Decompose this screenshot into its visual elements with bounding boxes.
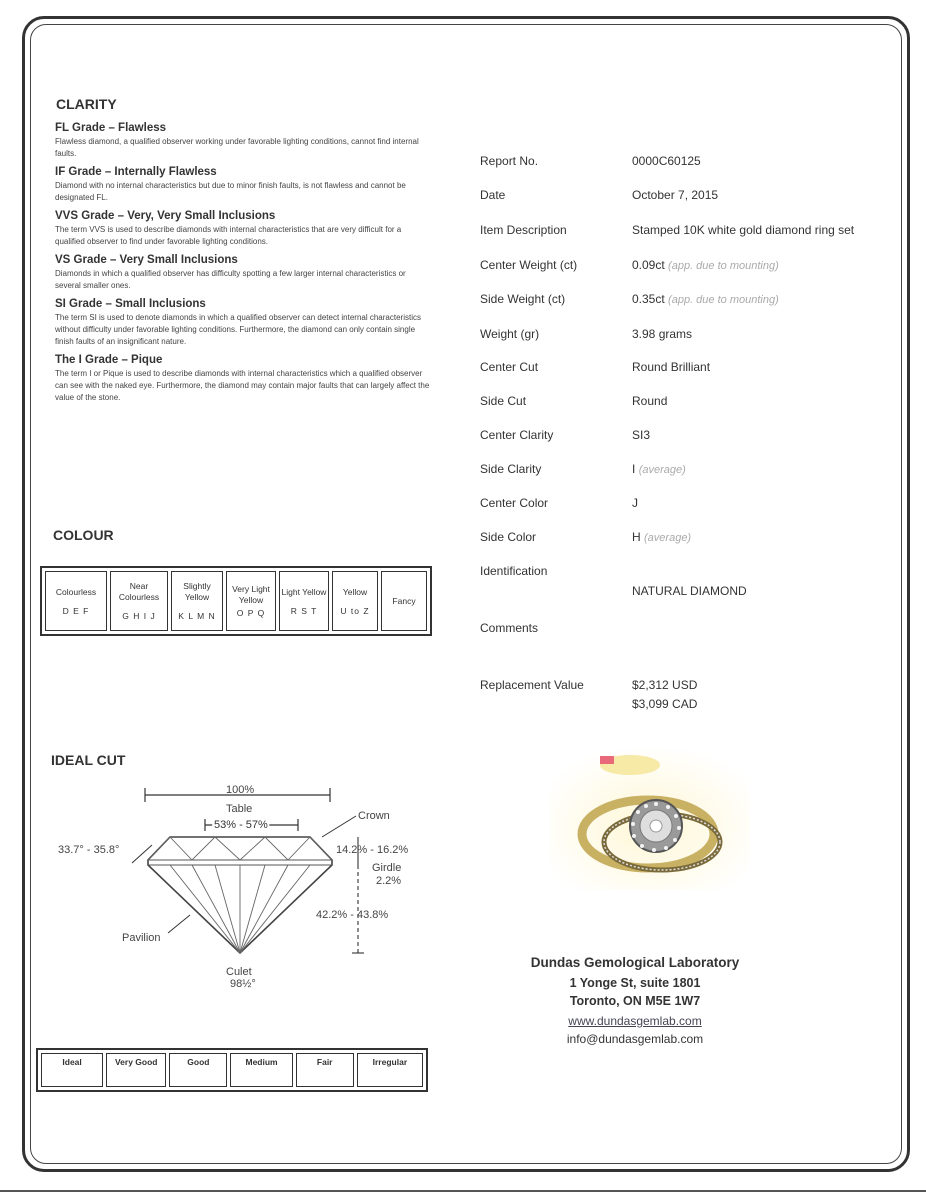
value-text: SI3	[632, 428, 651, 442]
report-row-label: Weight (gr)	[480, 327, 540, 341]
total-width-label: 100%	[226, 784, 255, 796]
culet-label: Culet	[226, 966, 252, 978]
identification-label: Identification	[480, 564, 548, 578]
pavilion-facets	[170, 865, 310, 953]
lab-name: Dundas Gemological Laboratory	[530, 955, 740, 970]
lab-email[interactable]: info@dundasgemlab.com	[566, 1032, 704, 1046]
report-row-label: Item Description	[480, 223, 567, 237]
grade-desc-vvs: The term VVS is used to describe diamonds with internal characteristics that are very difficult for a qualified observer to find under favorable lighting conditions.	[55, 225, 402, 246]
grade-title-vvs: VVS Grade – Very, Very Small Inclusions	[55, 210, 276, 222]
report-row-value	[632, 394, 667, 408]
report-row-label: Center Cut	[480, 360, 539, 374]
grade-desc-vs: Diamonds in which a qualified observer has difficulty spotting a few larger internal characteristics or several smaller ones.	[55, 269, 406, 290]
grade-desc-fl: Flawless diamond, a qualified observer working under favorable lighting conditions, cannot find internal faults.	[55, 137, 419, 158]
report-row-label: Center Color	[480, 496, 549, 510]
value-text: Round Brilliant	[632, 360, 711, 374]
colour-scale-table	[40, 566, 432, 636]
cut-grade-cell: Fair	[296, 1053, 354, 1087]
colour-cell-letters: R S T	[290, 605, 318, 616]
colour-cell-name: Fancy	[392, 595, 416, 606]
colour-cell	[332, 571, 378, 631]
colour-cell	[110, 571, 168, 631]
report-row-value	[632, 462, 686, 476]
crown-label: Crown	[358, 810, 390, 822]
colour-cell-name: Slightly Yellow	[183, 581, 211, 602]
pavilion-depth-label: 42.2% - 43.8%	[316, 909, 389, 921]
value-text: I	[632, 462, 636, 476]
crown-height-label: 14.2% - 16.2%	[336, 844, 409, 856]
report-row-label: Center Weight (ct)	[480, 258, 578, 272]
girdle-label: Girdle	[372, 862, 402, 874]
report-row-label: Side Weight (ct)	[480, 292, 566, 306]
cut-grade-table	[36, 1048, 428, 1092]
scan-edge-line	[0, 1190, 926, 1192]
grade-desc-si: The term SI is used to denote diamonds in which a qualified observer can detect internal characteristics without difficulty under favorable lighting conditions. Furthermore, the diamond can only contain single finish faults of an insignificant nature.	[55, 313, 421, 346]
value-text: Stamped 10K white gold diamond ring set	[632, 223, 855, 237]
value-text: Round	[632, 394, 668, 408]
grade-desc-if: Diamond with no internal characteristics but due to minor finish faults, is not flawless and cannot be designated FL.	[55, 181, 406, 202]
colour-cell	[171, 571, 223, 631]
pavilion-label: Pavilion	[122, 932, 161, 944]
value-note: (average)	[644, 532, 692, 544]
center-diamond	[650, 820, 662, 832]
colour-cell-name: Near Colourless	[118, 581, 160, 602]
value-text: 3.98 grams	[632, 327, 693, 341]
report-row-value	[632, 154, 701, 168]
lab-address-line1: 1 Yonge St, suite 1801	[569, 976, 701, 990]
report-row-value	[632, 327, 692, 341]
grade-title-if: IF Grade – Internally Flawless	[55, 166, 217, 178]
report-row-label: Side Color	[480, 530, 537, 544]
price-tag	[600, 756, 614, 764]
clarity-grades	[55, 118, 430, 404]
ideal-cut-heading: IDEAL CUT	[51, 752, 126, 768]
grade-title-vs: VS Grade – Very Small Inclusions	[55, 254, 238, 266]
value-text: 0000C60125	[632, 154, 701, 168]
lab-contact	[480, 955, 790, 1046]
lab-address-line2: Toronto, ON M5E 1W7	[569, 994, 701, 1008]
cut-grade-cell: Irregular	[357, 1053, 423, 1087]
colour-cell-name: Yellow	[342, 586, 368, 597]
report-row-value	[632, 496, 638, 510]
report-row-value	[632, 428, 650, 442]
cut-grade-cell: Very Good	[106, 1053, 166, 1087]
comments-label: Comments	[480, 621, 539, 635]
table-label: Table	[226, 803, 253, 815]
colour-cell	[226, 571, 276, 631]
lab-website-link[interactable]: www.dundasgemlab.com	[568, 1014, 702, 1028]
identification-value: NATURAL DIAMOND	[632, 584, 747, 598]
value-text: H	[632, 530, 641, 544]
colour-cell-letters: O P Q	[236, 608, 266, 618]
report-row-label: Side Clarity	[480, 462, 542, 476]
colour-cell-letters: G H I J	[122, 611, 156, 621]
crown-pointer	[322, 816, 356, 837]
report-row-label: Side Cut	[480, 394, 527, 408]
report-row-label: Report No.	[480, 154, 539, 168]
value-text: J	[632, 496, 638, 510]
report-row-label: Date	[480, 188, 506, 202]
colour-cell-name: Very Light Yellow	[232, 584, 270, 605]
replacement-cad: $3,099 CAD	[632, 697, 698, 711]
crown-facets	[148, 837, 332, 860]
report-row-value	[632, 188, 718, 202]
value-note: (app. due to mounting)	[668, 294, 779, 306]
ideal-cut-diagram	[40, 775, 430, 1000]
value-text: 0.35ct	[632, 292, 665, 306]
ring-photo	[550, 750, 750, 890]
colour-cell	[45, 571, 107, 631]
grade-title-i: The I Grade – Pique	[55, 354, 163, 366]
report-row-value	[632, 292, 779, 306]
colour-heading: COLOUR	[53, 527, 114, 543]
report-row-value	[632, 360, 710, 374]
value-note: (app. due to mounting)	[668, 260, 779, 272]
colour-cell	[381, 571, 427, 631]
table-range-label: 53% - 57%	[214, 819, 268, 831]
colour-cell-letters: U to Z	[340, 605, 370, 616]
colour-cell	[279, 571, 329, 631]
value-text: October 7, 2015	[632, 188, 719, 202]
colour-cell-name: Colourless	[55, 586, 97, 597]
report-row-value	[632, 258, 779, 272]
clarity-heading: CLARITY	[56, 96, 117, 112]
cut-grade-cell: Ideal	[41, 1053, 103, 1087]
grade-title-fl: FL Grade – Flawless	[55, 122, 167, 134]
grade-title-si: SI Grade – Small Inclusions	[55, 298, 206, 310]
report-row-label: Center Clarity	[480, 428, 554, 442]
replacement-label: Replacement Value	[480, 678, 584, 692]
girdle-value-label: 2.2%	[376, 875, 402, 887]
crown-angle-label: 33.7° - 35.8°	[58, 844, 120, 856]
colour-cell-letters: D E F	[62, 605, 90, 616]
grade-desc-i: The term I or Pique is used to describe diamonds with internal characteristics which a qualified observer can see with the naked eye. Furthermore, the diamond may contain major faults that can largely affect the value of the stone.	[55, 369, 430, 402]
replacement-usd: $2,312 USD	[632, 678, 698, 692]
cut-grade-cell: Good	[169, 1053, 227, 1087]
value-text: 0.09ct	[632, 258, 665, 272]
value-note: (average)	[638, 464, 686, 476]
report-row-value	[632, 223, 854, 237]
cut-grade-cell: Medium	[230, 1053, 292, 1087]
colour-cell-letters: K L M N	[178, 611, 216, 621]
pavilion-pointer	[168, 915, 190, 933]
colour-cell-name: Light Yellow	[281, 586, 327, 597]
culet-value-label: 98½°	[230, 978, 256, 990]
report-row-value	[632, 530, 691, 544]
